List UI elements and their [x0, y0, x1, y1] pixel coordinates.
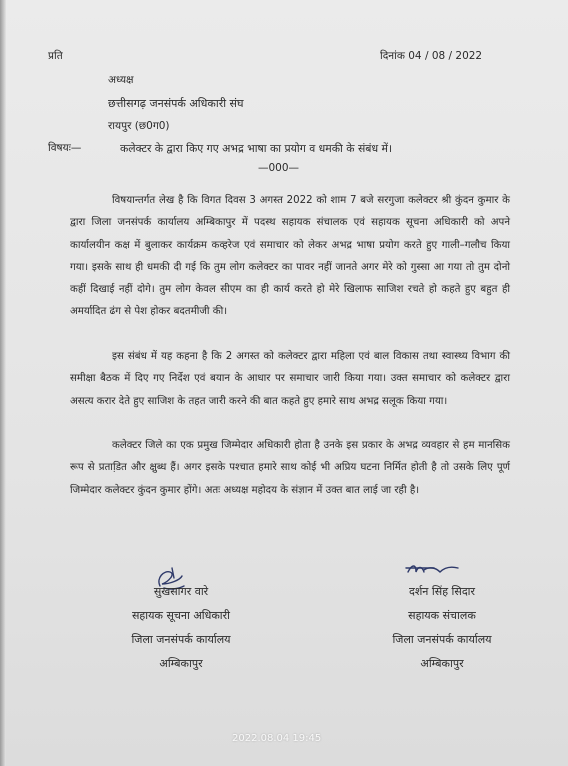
left-signatory-block [96, 580, 266, 676]
left-signatory-designation: सहायक सूचना अधिकारी [132, 609, 230, 622]
left-signatory-place: अम्बिकापुर [159, 657, 203, 670]
right-signature-mark [404, 560, 464, 580]
recipient-city: रायपुर (छ0ग0) [108, 120, 170, 132]
body-paragraph-2: इस संबंध में यह कहना है कि 2 अगस्त को कलेक्टर द्वारा महिला एवं बाल विकास तथा स्वास्थ्य विभाग की समीक्षा बैठक में दिए गए निर्देश एवं बयान के आधार पर समाचार जारी किया गया। उक्त समाचार को कलेक्टर द्वारा असत्य करार देते हुए साजिश के तहत जारी करने की बात कहते हुए हमारे साथ अभद्र सलूक किया गया। [70, 351, 510, 407]
recipient-organization: छत्तीसगढ़ जनसंपर्क अधिकारी संघ [108, 97, 244, 110]
recipient-title: अध्यक्ष [108, 74, 134, 86]
left-signatory-office: जिला जनसंपर्क कार्यालय [131, 633, 231, 646]
letter-date: दिनांक 04 / 08 / 2022 [380, 50, 483, 62]
page-shadow-edge [0, 0, 6, 766]
section-divider: —000— [258, 162, 300, 174]
right-signatory-office: जिला जनसंपर्क कार्यालय [392, 633, 492, 646]
right-signatory-block [362, 580, 522, 676]
left-signatory-name: सुखसागर वारे [153, 585, 209, 598]
subject-text: कलेक्टर के द्वारा किए गए अभद्र भाषा का प्रयोग व धमकी के संबंध में। [120, 142, 393, 155]
right-signatory-name: दर्शन सिंह सिदार [408, 585, 476, 598]
body-paragraph-1: विषयान्तर्गत लेख है कि विगत दिवस 3 अगस्त 2022 को शाम 7 बजे सरगुजा कलेक्टर श्री कुंदन कुमार के द्वारा जिला जनसंपर्क कार्यालय अम्बिकापुर में पदस्थ सहायक संचालक एवं सहायक सूचना अधिकारी को अपने कार्यालयीन कक्ष में बुलाकर कार्यक्रम कव्हरेज एवं समाचार को लेकर अभद्र भाषा प्रयोग करते हुए गाली–गलौच किया गया। इसके साथ ही धमकी दी गई कि तुम लोग कलेक्टर का पावर नहीं जानते अगर मेरे को गुस्सा आ गया तो तुम दोनो कहीं दिखाई नहीं दोगे। तुम लोग केवल सीएम का ही कार्य करते हो मेरे खिलाफ साजिश रचते हो कहते हुए बहुत ही अमर्यादित ढंग से पेश होकर बदतमीजी की। [70, 195, 510, 318]
right-signatory-designation: सहायक संचालक [408, 609, 476, 622]
subject-label: विषयः— [48, 142, 82, 154]
right-signatory-place: अम्बिकापुर [420, 657, 464, 670]
photo-timestamp: 2022.08.04 19:45 [232, 733, 322, 744]
addressee-prefix: प्रति [48, 50, 63, 62]
body-paragraph-3: कलेक्टर जिले का एक प्रमुख जिम्मेदार अधिकारी होता है उनके इस प्रकार के अभद्र व्यवहार से हम मानसिक रूप से प्रताडि़त और क्षुब्ध हैं। अगर इसके पश्चात हमारे साथ कोई भी अप्रिय घटना निर्मित होती है तो उसके लिए पूर्ण जिम्मेदार कलेक्टर कुंदन कुमार होंगे। अतः अध्यक्ष महोदय के संज्ञान में उक्त बात लाई जा रही है। [70, 440, 510, 496]
